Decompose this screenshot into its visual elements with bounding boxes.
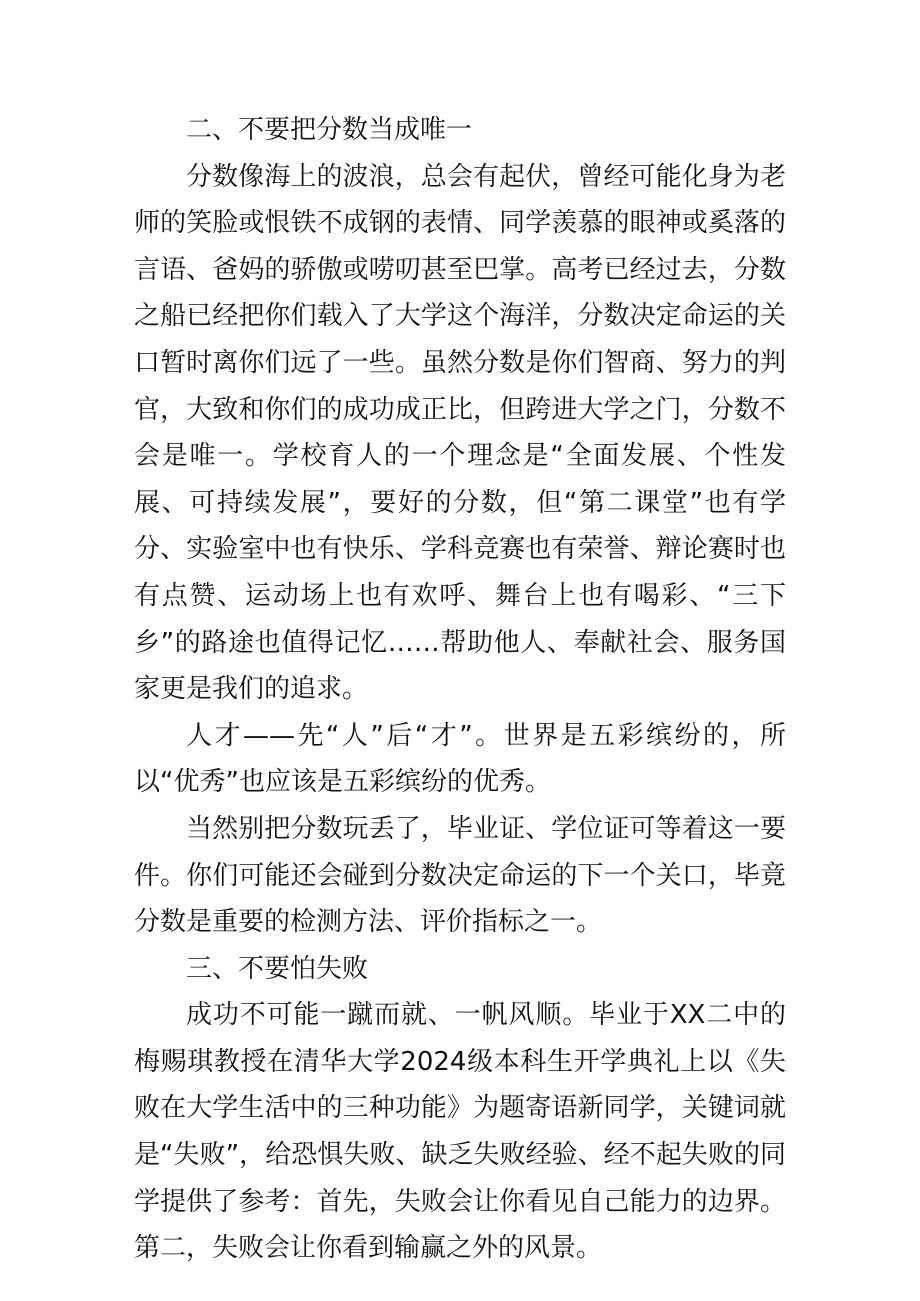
- section-heading-2: 二、不要把分数当成唯一: [186, 115, 473, 145]
- section-heading-3: 三、不要怕失败: [186, 953, 369, 984]
- document-body: [134, 107, 786, 1272]
- paragraph-talent: 人才——先“人”后“才”。世界是五彩缤纷的，所以“优秀”也应该是五彩缤纷的优秀。: [134, 720, 786, 798]
- paragraph-scores-waves: 分数像海上的波浪，总会有起伏，曾经可能化身为老师的笑脸或恨铁不成钢的表情、同学羡慕的眼神或奚落的言语、爸妈的骄傲或唠叨甚至巴掌。高考已经过去，分数之船已经把你们载入了大学这个海洋，分数决定命运的关口暂时离你们远了一些。虽然分数是你们智商、努力的判官，大致和你们的成功成正比，但跨进大学之门，分数不会是唯一。学校育人的一个理念是“全面发展、个性发展、可持续发展”，要好的分数，但“第二课堂”也有学分、实验室中也有快乐、学科竞赛也有荣誉、辩论赛时也有点赞、运动场上也有欢呼、舞台上也有喝彩、“三下乡”的路途也值得记忆……帮助他人、奉献社会、服务国家更是我们的追求。: [134, 161, 786, 705]
- paragraph-failure: 成功不可能一蹴而就、一帆风顺。毕业于XX二中的梅赐琪教授在清华大学2024级本科生开学典礼上以《失败在大学生活中的三种功能》为题寄语新同学，关键词就是“失败”，给恐惧失败、缺乏失败经验、经不起失败的同学提供了参考：首先，失败会让你看见自己能力的边界。第二，失败会让你看到输赢之外的风景。: [134, 1000, 786, 1264]
- paragraph-dont-lose-scores: 当然别把分数玩丢了，毕业证、学位证可等着这一要件。你们可能还会碰到分数决定命运的下一个关口，毕竟分数是重要的检测方法、评价指标之一。: [134, 813, 786, 938]
